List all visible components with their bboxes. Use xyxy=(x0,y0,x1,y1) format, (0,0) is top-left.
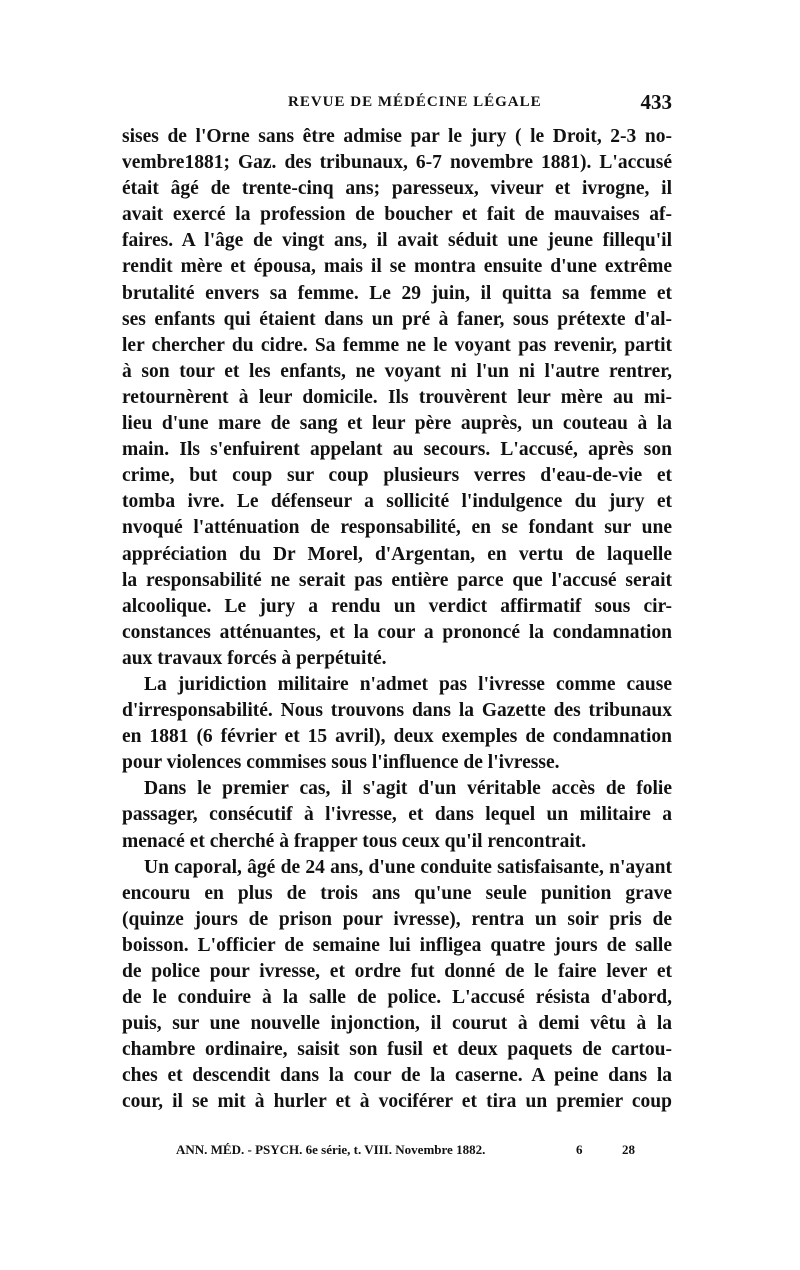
footer-journal-citation: ANN. MÉD. - PSYCH. 6e série, t. VIII. Novembre 1882. xyxy=(176,1142,486,1157)
text-line: ler chercher du cidre. Sa femme ne le voyant pas revenir, partit xyxy=(122,334,672,356)
text-line: La juridiction militaire n'admet pas l'ivresse comme cause xyxy=(144,673,672,695)
text-line: main. Ils s'enfuirent appelant au secours. L'accusé, après son xyxy=(122,439,672,461)
running-title: REVUE DE MÉDÉCINE LÉGALE xyxy=(288,94,542,110)
body-text xyxy=(122,124,672,1116)
text-line: vembre1881; Gaz. des tribunaux, 6-7 novembre 1881). L'accusé xyxy=(122,152,672,174)
text-line: constances atténuantes, et la cour a prononcé la condamnation xyxy=(122,621,672,643)
text-line: passager, consécutif à l'ivresse, et dans lequel un militaire a xyxy=(122,804,672,826)
text-line: rendit mère et épousa, mais il se montra ensuite d'une extrême xyxy=(122,256,672,278)
text-line: Un caporal, âgé de 24 ans, d'une conduite satisfaisante, n'ayant xyxy=(144,856,672,878)
text-line: ses enfants qui étaient dans un pré à faner, sous prétexte d'al- xyxy=(122,308,672,330)
text-line: de le conduire à la salle de police. L'accusé résista d'abord, xyxy=(122,987,672,1009)
page-footer xyxy=(176,1142,646,1162)
text-line: (quinze jours de prison pour ivresse), rentra un soir pris de xyxy=(122,908,672,930)
text-line: aux travaux forcés à perpétuité. xyxy=(122,647,387,669)
text-line: sises de l'Orne sans être admise par le jury ( le Droit, 2-3 no- xyxy=(122,126,672,147)
text-line: puis, sur une nouvelle injonction, il courut à demi vêtu à la xyxy=(122,1013,672,1035)
text-line: d'irresponsabilité. Nous trouvons dans la Gazette des tribunaux xyxy=(122,700,672,722)
text-line: la responsabilité ne serait pas entière parce que l'accusé serait xyxy=(122,569,672,591)
text-line: Dans le premier cas, il s'agit d'un véritable accès de folie xyxy=(144,778,672,800)
text-line: chambre ordinaire, saisit son fusil et deux paquets de cartou- xyxy=(122,1039,672,1061)
signature-sheet-number: 6 xyxy=(576,1142,583,1157)
text-line: à son tour et les enfants, ne voyant ni l'un ni l'autre rentrer, xyxy=(122,360,672,382)
text-line: en 1881 (6 février et 15 avril), deux exemples de condamnation xyxy=(122,726,672,748)
text-line: de police pour ivresse, et ordre fut donné de le faire lever et xyxy=(122,961,672,982)
text-line: était âgé de trente-cinq ans; paresseux, viveur et ivrogne, il xyxy=(122,178,672,200)
text-line: brutalité envers sa femme. Le 29 juin, il quitta sa femme et xyxy=(122,282,672,304)
text-line: nvoqué l'atténuation de responsabilité, en se fondant sur une xyxy=(122,517,672,539)
text-line: encouru en plus de trois ans qu'une seule punition grave xyxy=(122,882,672,904)
text-line: crime, but coup sur coup plusieurs verres d'eau-de-vie et xyxy=(122,465,672,487)
page-number: 433 xyxy=(640,90,672,114)
signature-page-number: 28 xyxy=(622,1142,635,1157)
text-line: faires. A l'âge de vingt ans, il avait séduit une jeune fillequ'il xyxy=(122,230,672,252)
text-line: ches et descendit dans la cour de la caserne. A peine dans la xyxy=(122,1065,672,1087)
text-line: appréciation du Dr Morel, d'Argentan, en vertu de laquelle xyxy=(122,543,672,565)
text-line: avait exercé la profession de boucher et fait de mauvaises af- xyxy=(122,204,672,226)
text-line: tomba ivre. Le défenseur a sollicité l'indulgence du jury et xyxy=(122,491,672,513)
text-line: alcoolique. Le jury a rendu un verdict affirmatif sous cir- xyxy=(122,595,672,617)
text-line: menacé et cherché à frapper tous ceux qu'il rencontrait. xyxy=(122,830,587,852)
text-line: boisson. L'officier de semaine lui infligea quatre jours de salle xyxy=(122,934,672,956)
text-line: pour violences commises sous l'influence de l'ivresse. xyxy=(122,752,560,774)
text-line: retournèrent à leur domicile. Ils trouvèrent leur mère au mi- xyxy=(122,386,672,408)
page-header xyxy=(120,90,680,118)
text-line: lieu d'une mare de sang et leur père auprès, un couteau à la xyxy=(122,413,672,435)
text-line: cour, il se mit à hurler et à vociférer et tira un premier coup xyxy=(122,1091,672,1113)
